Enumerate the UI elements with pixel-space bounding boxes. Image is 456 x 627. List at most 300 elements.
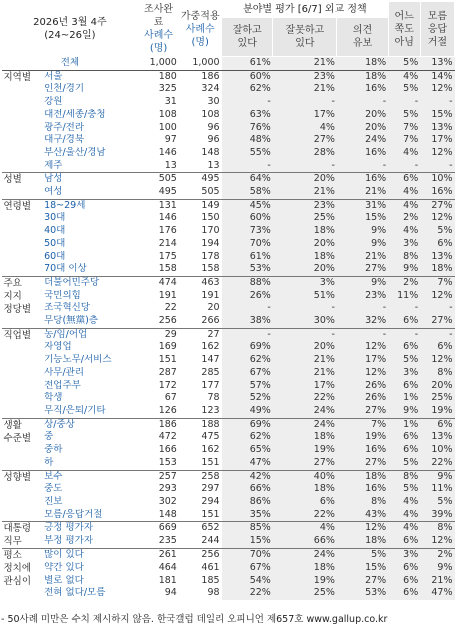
cell-good: - [222, 328, 273, 341]
cell-dk: 1% [388, 418, 420, 431]
cell-nr: - [420, 328, 454, 341]
table-row [2, 302, 455, 315]
table-row [2, 134, 455, 147]
cell-reserve: 18% [337, 470, 388, 483]
cell-survey: 148 [158, 508, 177, 520]
table-row [2, 186, 455, 199]
cell-good: 67% [222, 367, 273, 380]
cell-nr: 7% [420, 276, 454, 289]
cell-weighted: 186 [179, 70, 222, 83]
cell-nr: 47% [420, 587, 454, 600]
cell-weighted: 194 [201, 237, 220, 249]
cell-reserve: - [337, 328, 388, 341]
cell-reserve: 12% [337, 341, 388, 354]
group-label-line: 정당별 [3, 303, 32, 315]
cell-survey: 172 [158, 379, 177, 391]
cell-survey: 256 [158, 315, 177, 327]
cell-survey: 175 [158, 250, 177, 262]
cell-dk: 3% [388, 549, 420, 562]
row-label: 기능노무/서비스 [44, 354, 112, 366]
col-dk-line2: 쪽도 [394, 23, 414, 35]
col-survey-count-line1: 조사완료 [144, 4, 174, 28]
cell-dk: - [388, 328, 420, 341]
group-label [2, 199, 43, 276]
cell-dk: 1% [388, 392, 420, 405]
cell-survey: 186 [138, 418, 179, 431]
cell-good: 69% [222, 341, 273, 354]
cell-reserve: 16% [337, 173, 388, 186]
table-row [2, 290, 455, 303]
group-label-line: 성향별 [3, 471, 32, 483]
group-label-line: 관심이 [3, 576, 32, 588]
cell-survey: 158 [158, 263, 177, 275]
cell-dk: 5% [388, 483, 420, 496]
cell-dk: 4% [388, 496, 420, 509]
cell-dk: 5% [388, 354, 420, 367]
cell-dk: 6% [388, 535, 420, 549]
cell-bad: 21% [273, 367, 337, 380]
cell-nr: 27% [420, 199, 454, 212]
survey-results-table [1, 1, 455, 600]
cell-survey: 464 [158, 562, 177, 574]
cell-nr: 22% [420, 457, 454, 470]
cell-good: 69% [222, 418, 273, 431]
row-label: 보수 [42, 470, 138, 483]
cell-reserve: 27% [337, 457, 388, 470]
cell-bad: 28% [273, 147, 337, 160]
cell-good: 70% [222, 238, 273, 251]
table-row [2, 341, 455, 354]
cell-nr: 12% [420, 83, 454, 96]
cell-weighted: 324 [201, 83, 220, 95]
cell-reserve: 20% [337, 109, 388, 122]
cell-reserve: 21% [337, 186, 388, 199]
cell-dk: - [388, 302, 420, 315]
group-label-line: 성별 [3, 174, 22, 186]
cell-bad: 3% [273, 276, 337, 289]
cell-good: 62% [222, 354, 273, 367]
cell-reserve: 9% [337, 225, 388, 238]
cell-good: - [222, 160, 273, 173]
row-label: 조국혁신당 [44, 302, 90, 314]
cell-reserve: 27% [337, 575, 388, 588]
cell-nr: 6% [420, 238, 454, 251]
group-label [2, 470, 43, 522]
cell-weighted: 495 [179, 173, 222, 186]
row-label: 광주/전라 [44, 121, 85, 133]
group-label [2, 549, 43, 600]
table-row [2, 238, 455, 251]
table-row [2, 315, 455, 328]
row-label: 상/중상 [42, 418, 138, 431]
row-label: 약간 있다 [44, 562, 84, 574]
cell-weighted: 177 [201, 379, 220, 391]
cell-bad: 23% [273, 70, 337, 83]
table-row [2, 549, 455, 562]
cell-nr: 9% [420, 562, 454, 575]
cell-nr: 13% [420, 431, 454, 444]
row-label: 중도 [44, 483, 63, 495]
row-label: 전업주부 [44, 379, 81, 391]
cell-nr: 12% [420, 147, 454, 160]
cell-weighted: 123 [201, 404, 220, 416]
table-row [2, 587, 455, 600]
cell-dk: 2% [388, 212, 420, 225]
footnote: - 50사례 미만은 수치 제시하지 않음. 한국갤럽 데일리 오피니언 제657호 www.gallup.co.kr [1, 614, 388, 625]
table-row [2, 418, 455, 431]
row-label: 별로 없다 [44, 574, 84, 586]
survey-period-line2: (24~26일) [44, 30, 96, 41]
cell-nr: 21% [420, 575, 454, 588]
cell-weighted: 96 [207, 134, 220, 146]
table-row [2, 367, 455, 380]
cell-dk: 9% [388, 263, 420, 276]
col-reserve [337, 18, 388, 57]
cell-bad: 51% [273, 290, 337, 303]
row-label: 인천/경기 [44, 83, 85, 95]
group-label [2, 522, 43, 549]
table-row [2, 562, 455, 575]
cell-reserve: 53% [337, 587, 388, 600]
cell-weighted: 78 [207, 392, 220, 404]
cell-reserve: 12% [337, 522, 388, 536]
col-weighted-count-line3: (명) [191, 36, 209, 48]
cell-reserve: 16% [337, 83, 388, 96]
group-label-line: 연령별 [3, 200, 32, 212]
cell-bad: 22% [273, 392, 337, 405]
cell-bad: 18% [273, 483, 337, 496]
cell-bad: 21% [273, 57, 337, 71]
table-row [2, 160, 455, 173]
cell-nr: 10% [420, 173, 454, 186]
row-label: 전체 [2, 57, 139, 71]
row-label: 대구/경북 [44, 134, 85, 146]
col-nr [420, 2, 454, 57]
cell-nr: 13% [420, 251, 454, 264]
cell-bad: - [273, 96, 337, 109]
group-label-line: 지역별 [3, 71, 32, 83]
cell-survey: 166 [158, 444, 177, 456]
col-good-line2: 있다 [237, 38, 257, 49]
col-bad-line1: 잘못하고 [285, 25, 325, 36]
cell-bad: 18% [273, 431, 337, 444]
survey-period [2, 2, 139, 57]
cell-survey: 151 [158, 354, 177, 366]
cell-survey: 146 [158, 146, 177, 158]
group-label [2, 328, 43, 418]
cell-bad: 30% [273, 315, 337, 328]
cell-survey: 131 [138, 199, 179, 212]
cell-nr: 6% [420, 341, 454, 354]
cell-dk: 6% [388, 431, 420, 444]
cell-reserve: 31% [337, 199, 388, 212]
cell-nr: 8% [420, 522, 454, 536]
cell-dk: 5% [388, 109, 420, 122]
col-reserve-line2: 유보 [352, 38, 373, 49]
cell-good: 22% [222, 587, 273, 600]
cell-dk: 8% [388, 470, 420, 483]
cell-good: 54% [222, 575, 273, 588]
group-label [2, 70, 43, 173]
cell-survey: 669 [138, 522, 179, 536]
table-row [2, 212, 455, 225]
cell-weighted: 463 [179, 276, 222, 289]
row-label: 강원 [44, 96, 63, 108]
cell-good: 66% [222, 483, 273, 496]
cell-bad: 23% [273, 199, 337, 212]
cell-survey: 169 [158, 341, 177, 353]
cell-weighted: 652 [179, 522, 222, 536]
cell-good: 85% [222, 522, 273, 536]
cell-weighted: 151 [201, 456, 220, 468]
cell-survey: 94 [164, 587, 177, 599]
cell-nr: 14% [420, 70, 454, 83]
row-label: 모름/응답거절 [44, 508, 103, 520]
table-row [2, 328, 455, 341]
cell-weighted: 185 [201, 574, 220, 586]
cell-good: - [222, 96, 273, 109]
cell-nr: 8% [420, 367, 454, 380]
cell-nr: 12% [420, 354, 454, 367]
cell-good: 57% [222, 380, 273, 393]
cell-weighted: 148 [201, 146, 220, 158]
cell-good: 61% [222, 57, 273, 71]
cell-bad: 20% [273, 173, 337, 186]
table-body [2, 57, 455, 601]
group-label-line: 지지 [3, 290, 22, 302]
cell-nr: - [420, 96, 454, 109]
col-weighted-count [179, 2, 222, 57]
table-row [2, 535, 455, 549]
cell-weighted: 162 [201, 341, 220, 353]
table-row [2, 405, 455, 418]
cell-nr: 17% [420, 134, 454, 147]
cell-survey: 472 [158, 431, 177, 443]
cell-good: 38% [222, 315, 273, 328]
table-row [2, 70, 455, 83]
cell-good: 62% [222, 431, 273, 444]
cell-weighted: 258 [179, 470, 222, 483]
cell-weighted: 191 [201, 289, 220, 301]
cell-dk: 6% [388, 380, 420, 393]
cell-good: 88% [222, 276, 273, 289]
cell-weighted: 178 [201, 250, 220, 262]
col-good [222, 18, 273, 57]
cell-good: 47% [222, 457, 273, 470]
cell-nr: 11% [420, 483, 454, 496]
cell-dk: 5% [388, 57, 420, 71]
cell-reserve: 21% [337, 251, 388, 264]
row-label: 30대 [44, 212, 66, 224]
table-row [2, 83, 455, 96]
row-label: 농/임/어업 [42, 328, 138, 341]
cell-dk: 4% [388, 70, 420, 83]
cell-dk: 4% [388, 522, 420, 536]
cell-weighted: 20 [207, 302, 220, 314]
row-label: 70대 이상 [44, 263, 87, 275]
cell-nr: 27% [420, 315, 454, 328]
cell-good: 86% [222, 496, 273, 509]
cell-weighted: 256 [179, 549, 222, 562]
cell-nr: 12% [420, 535, 454, 549]
cell-weighted: 147 [201, 354, 220, 366]
cell-bad: 40% [273, 470, 337, 483]
group-label-line: 생활 [3, 419, 22, 431]
cell-bad: 6% [273, 496, 337, 509]
cell-good: 53% [222, 263, 273, 276]
col-dk [388, 2, 420, 57]
cell-weighted: 297 [201, 483, 220, 495]
cell-dk: 4% [388, 199, 420, 212]
cell-good: 73% [222, 225, 273, 238]
cell-reserve: 20% [337, 122, 388, 135]
cell-nr: - [420, 160, 454, 173]
cell-bad: 24% [273, 405, 337, 418]
col-survey-count-line3: (명) [149, 43, 168, 54]
group-label-line: 대통령 [3, 523, 32, 535]
cell-bad: 18% [273, 251, 337, 264]
row-label: 무당(無黨)층 [44, 315, 99, 327]
row-label: 사무/관리 [44, 366, 85, 378]
cell-weighted: 96 [207, 121, 220, 133]
cell-nr: 13% [420, 122, 454, 135]
cell-nr: 12% [420, 212, 454, 225]
cell-dk: 7% [388, 134, 420, 147]
cell-good: 26% [222, 290, 273, 303]
cell-dk: 6% [388, 587, 420, 600]
cell-bad: 4% [273, 522, 337, 536]
cell-weighted: 1,000 [179, 57, 222, 71]
cell-good: 45% [222, 199, 273, 212]
cell-survey: 302 [158, 495, 177, 507]
row-label: 대전/세종/충청 [44, 108, 106, 120]
cell-reserve: 18% [337, 535, 388, 549]
cell-dk: 4% [388, 509, 420, 522]
cell-survey: 293 [158, 483, 177, 495]
cell-survey: 100 [158, 121, 177, 133]
row-label: 많이 있다 [42, 549, 138, 562]
row-label: 중 [44, 431, 54, 443]
cell-dk: 6% [388, 562, 420, 575]
cell-nr: 19% [420, 405, 454, 418]
row-label: 중하 [44, 444, 63, 456]
cell-nr: - [420, 302, 454, 315]
col-good-line1: 잘하고 [232, 25, 262, 36]
cell-bad: 21% [273, 83, 337, 96]
cell-bad: 20% [273, 263, 337, 276]
cell-weighted: 461 [201, 562, 220, 574]
table-row [2, 354, 455, 367]
col-reserve-line1: 의견 [352, 25, 373, 36]
cell-reserve: 15% [337, 212, 388, 225]
cell-survey: 126 [158, 404, 177, 416]
table-row [2, 575, 455, 588]
cell-bad: 25% [273, 587, 337, 600]
cell-reserve: 5% [337, 549, 388, 562]
row-label: 더불어민주당 [42, 276, 138, 289]
cell-reserve: 18% [337, 70, 388, 83]
row-label: 60대 [44, 250, 66, 262]
table-row [2, 380, 455, 393]
table-row [2, 483, 455, 496]
cell-survey: 13 [164, 159, 177, 171]
table-row [2, 431, 455, 444]
cell-good: 42% [222, 470, 273, 483]
cell-good: 48% [222, 134, 273, 147]
cell-survey: 31 [164, 96, 177, 108]
row-label: 긍정 평가자 [42, 522, 138, 536]
cell-bad: 18% [273, 225, 337, 238]
cell-good: - [222, 302, 273, 315]
cell-dk: 3% [388, 367, 420, 380]
cell-bad: 27% [273, 457, 337, 470]
cell-nr: 2% [420, 549, 454, 562]
row-label: 무직/은퇴/기타 [44, 404, 106, 416]
cell-nr: 15% [420, 109, 454, 122]
cell-good: 60% [222, 70, 273, 83]
cell-good: 62% [222, 83, 273, 96]
cell-good: 15% [222, 535, 273, 549]
col-bad [273, 18, 337, 57]
cell-weighted: 158 [201, 263, 220, 275]
table-row [2, 276, 455, 289]
table-row [2, 522, 455, 536]
row-label: 40대 [44, 225, 66, 237]
cell-dk: 4% [388, 186, 420, 199]
cell-dk: 7% [388, 122, 420, 135]
cell-weighted: 294 [201, 495, 220, 507]
col-nr-line1: 모름 [427, 10, 448, 22]
cell-reserve: 18% [337, 57, 388, 71]
cell-survey: 505 [138, 173, 179, 186]
cell-weighted: 266 [201, 315, 220, 327]
cell-survey: 1,000 [138, 57, 179, 71]
col-nr-line3: 거절 [427, 36, 448, 48]
col-survey-count [138, 2, 179, 57]
group-label-line: 주요 [3, 277, 22, 289]
cell-bad: 25% [273, 212, 337, 225]
cell-bad: - [273, 302, 337, 315]
cell-weighted: 162 [201, 444, 220, 456]
col-nr-line2: 응답 [427, 23, 448, 35]
table-row [2, 122, 455, 135]
cell-bad: 19% [273, 444, 337, 457]
row-label: 18~29세 [42, 199, 138, 212]
col-weighted-count-line2: 사례수 [185, 23, 215, 35]
cell-survey: 181 [158, 574, 177, 586]
cell-survey: 474 [138, 276, 179, 289]
row-label: 여성 [44, 186, 63, 198]
cell-dk: 8% [388, 251, 420, 264]
cell-survey: 67 [164, 392, 177, 404]
cell-reserve: 17% [337, 354, 388, 367]
row-label: 학생 [44, 392, 63, 404]
col-survey-count-line2: 사례수 [144, 30, 174, 41]
row-label: 하 [44, 456, 54, 468]
cell-reserve: 16% [337, 444, 388, 457]
cell-dk: 3% [388, 238, 420, 251]
group-label-line: 정치에 [3, 563, 32, 575]
row-label: 서울 [42, 70, 138, 83]
cell-bad: 20% [273, 341, 337, 354]
cell-survey: 176 [158, 225, 177, 237]
cell-reserve: 15% [337, 562, 388, 575]
cell-bad: 24% [273, 418, 337, 431]
col-dk-line3: 아님 [394, 36, 414, 48]
cell-survey: 287 [158, 366, 177, 378]
cell-nr: 12% [420, 290, 454, 303]
cell-weighted: 170 [201, 225, 220, 237]
